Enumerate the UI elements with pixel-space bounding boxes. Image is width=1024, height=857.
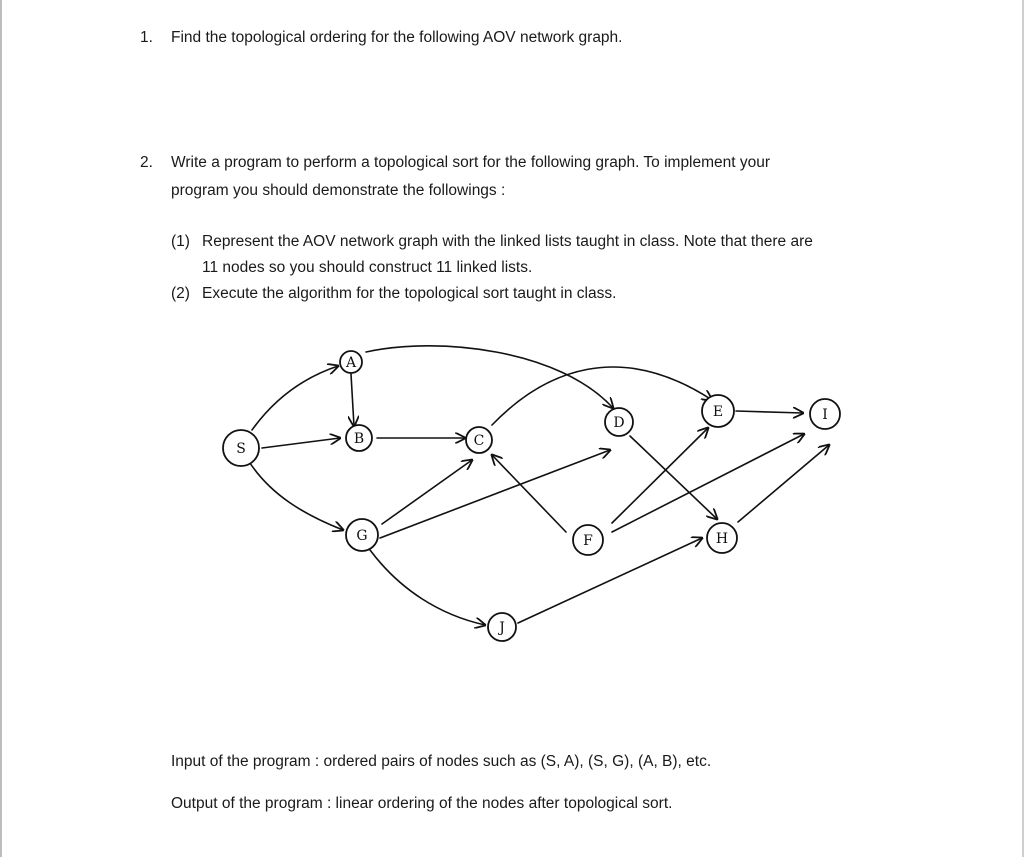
question-1-text: Find the topological ordering for the following AOV network graph. <box>171 29 623 46</box>
question-2-line-2: program you should demonstrate the followings : <box>171 182 506 199</box>
node-j <box>488 613 516 641</box>
edge-g-c <box>382 460 472 524</box>
subitem-1-line-1: Represent the AOV network graph with the linked lists taught in class. Note that there are <box>202 233 813 250</box>
edge-s-b <box>262 438 340 448</box>
node-i <box>810 399 840 429</box>
edge-s-g <box>248 460 343 530</box>
node-d-label: D <box>613 415 625 431</box>
edge-h-i <box>738 445 829 522</box>
subitem-1-number: (1) <box>171 233 190 250</box>
node-b-label: B <box>353 431 365 447</box>
node-d <box>605 408 633 436</box>
edge-g-d <box>380 450 610 538</box>
node-i-label: I <box>822 407 828 423</box>
node-h-label: H <box>715 531 729 547</box>
subitem-1-line-2: 11 nodes so you should construct 11 linked lists. <box>202 259 533 276</box>
node-h <box>707 523 737 553</box>
edge-s-a <box>252 366 338 430</box>
node-s <box>223 430 259 466</box>
node-c-label: C <box>473 433 485 449</box>
node-b <box>346 425 372 451</box>
node-e <box>702 395 734 427</box>
node-g <box>346 519 378 551</box>
node-f-label: F <box>583 533 593 549</box>
edge-e-i <box>736 411 803 413</box>
node-s-label: S <box>236 441 246 457</box>
node-c <box>466 427 492 453</box>
subitem-2-line-1: Execute the algorithm for the topological sort taught in class. <box>202 285 617 302</box>
node-j-label: J <box>499 620 505 636</box>
node-a-label: A <box>345 355 357 371</box>
edge-d-h <box>630 436 717 519</box>
node-e-label: E <box>712 404 724 420</box>
node-g-label: G <box>356 528 368 544</box>
program-input-text: Input of the program : ordered pairs of nodes such as (S, A), (S, G), (A, B), etc. <box>171 753 712 770</box>
edge-f-i <box>612 434 804 532</box>
edge-c-e <box>492 367 712 425</box>
edge-g-j <box>370 550 485 625</box>
node-f <box>573 525 603 555</box>
question-2-line-1: Write a program to perform a topological sort for the following graph. To implement your <box>171 154 771 171</box>
edge-f-c <box>492 455 566 532</box>
edge-j-h <box>518 538 702 623</box>
subitem-2-number: (2) <box>171 285 190 302</box>
edge-f-e <box>612 428 708 523</box>
edge-a-b <box>351 374 354 426</box>
node-a <box>340 351 362 373</box>
edge-a-d <box>366 346 613 408</box>
program-output-text: Output of the program : linear ordering of the nodes after topological sort. <box>171 795 673 812</box>
question-2-number: 2. <box>140 154 153 171</box>
question-1-number: 1. <box>140 29 153 46</box>
